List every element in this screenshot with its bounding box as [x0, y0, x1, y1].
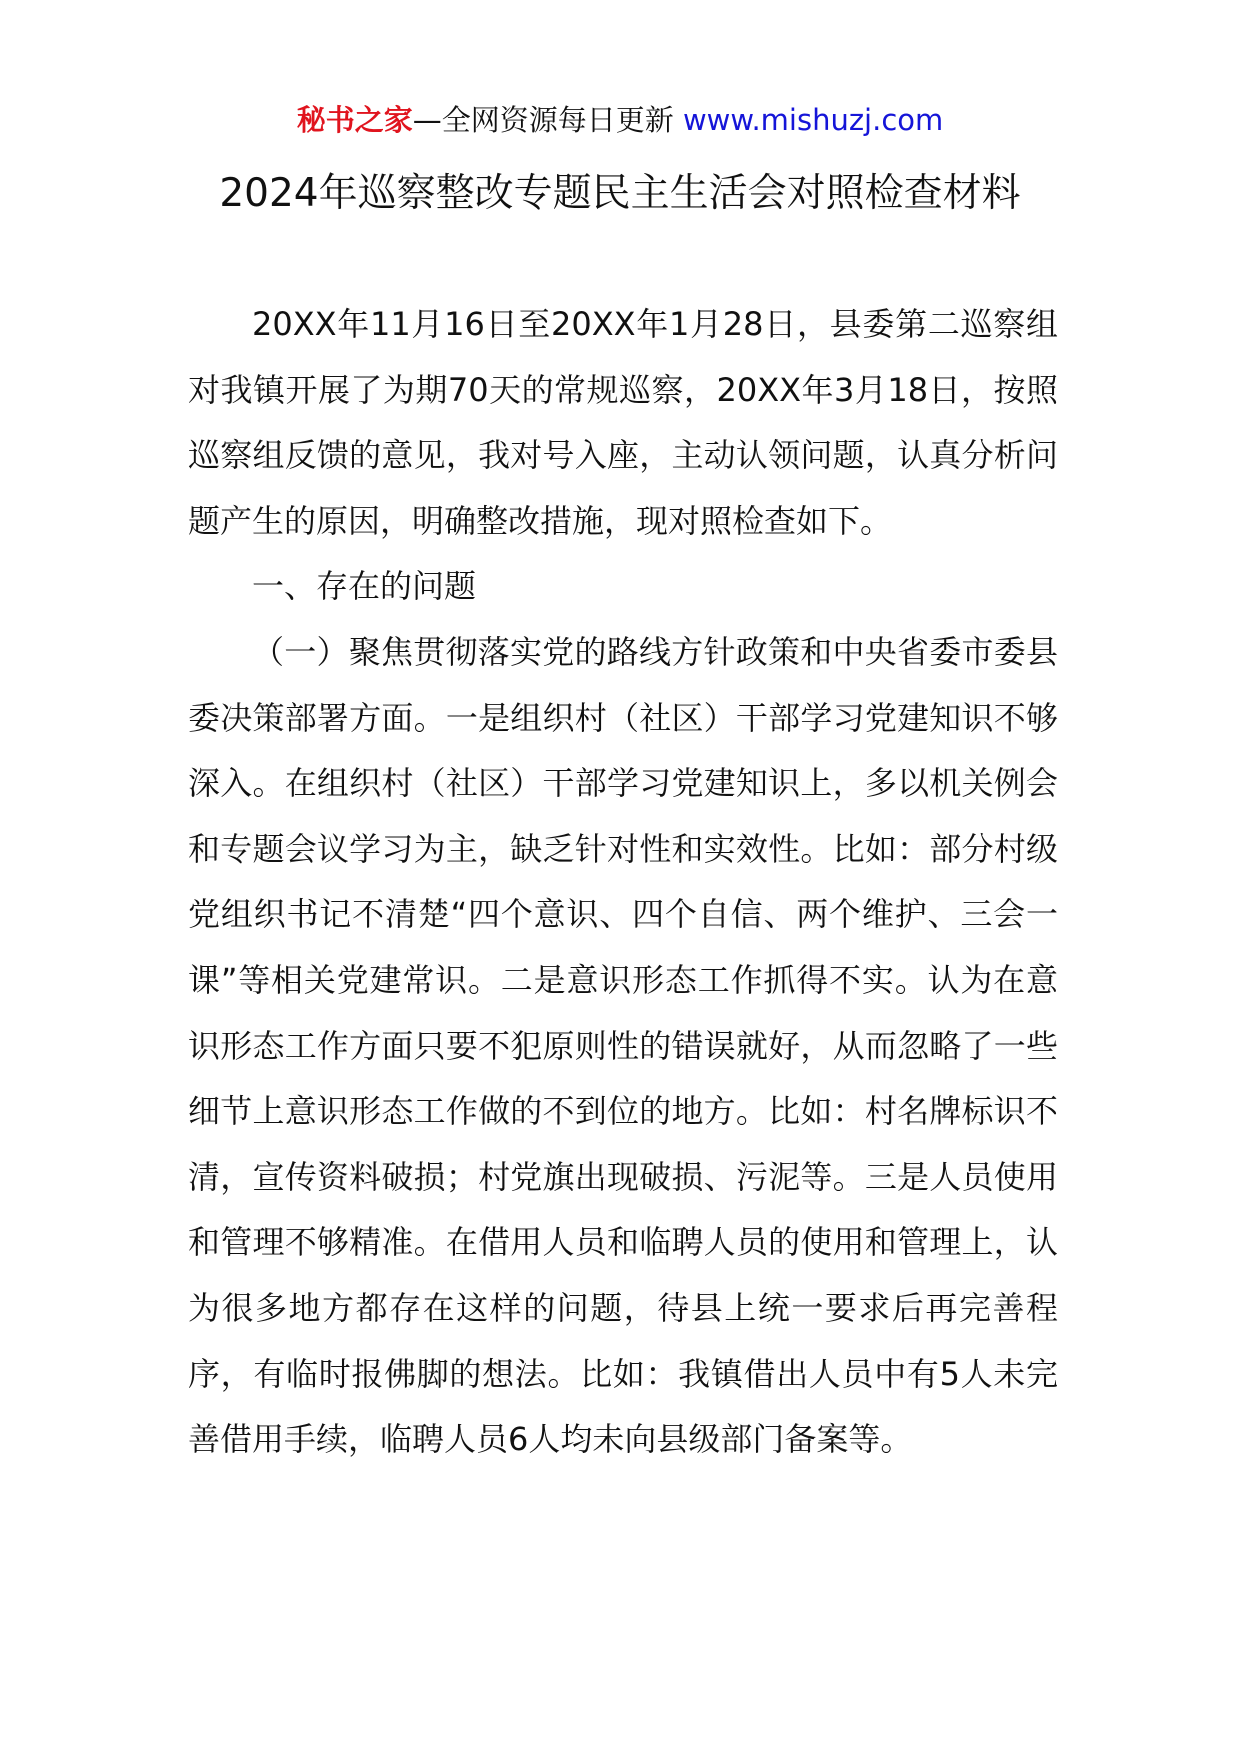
document-title: 2024年巡察整改专题民主生活会对照检查材料 — [219, 171, 1021, 216]
intro-paragraph: 20XX年11月16日至20XX年1月28日，县委第二巡察组对我镇开展了为期70天的常规巡察，20XX年3月18日，按照巡察组反馈的意见，我对号入座，主动认领问题，认真分析问题产生的原因，明确整改措施，现对照检查如下。 — [188, 305, 1058, 540]
issue-paragraph: （一）聚焦贯彻落实党的路线方针政策和中央省委市委县委决策部署方面。一是组织村（社区）干部学习党建知识不够深入。在组织村（社区）干部学习党建知识上，多以机关例会和专题会议学习为主，缺乏针对性和实效性。比如：部分村级党组织书记不清楚“四个意识、四个自信、两个维护、三会一课”等相关党建常识。二是意识形态工作抓得不实。认为在意识形态工作方面只要不犯原则性的错误就好，从而忽略了一些细节上意识形态工作做的不到位的地方。比如：村名牌标识不清，宣传资料破损；村党旗出现破损、污泥等。三是人员使用和管理不够精准。在借用人员和临聘人员的使用和管理上，认为很多地方都存在这样的问题，待县上统一要求后再完善程序，有临时报佛脚的想法。比如：我镇借出人员中有5人未完善借用手续，临聘人员6人均未向县级部门备案等。 — [188, 632, 1058, 1459]
document-body — [188, 292, 1058, 1473]
watermark-brand: 秘书之家 — [296, 103, 413, 137]
section-heading: 一、存在的问题 — [252, 567, 477, 606]
watermark-url[interactable]: www.mishuzj.com — [682, 103, 944, 137]
watermark-slogan: —全网资源每日更新 — [412, 103, 674, 137]
watermark-header — [0, 100, 1240, 140]
